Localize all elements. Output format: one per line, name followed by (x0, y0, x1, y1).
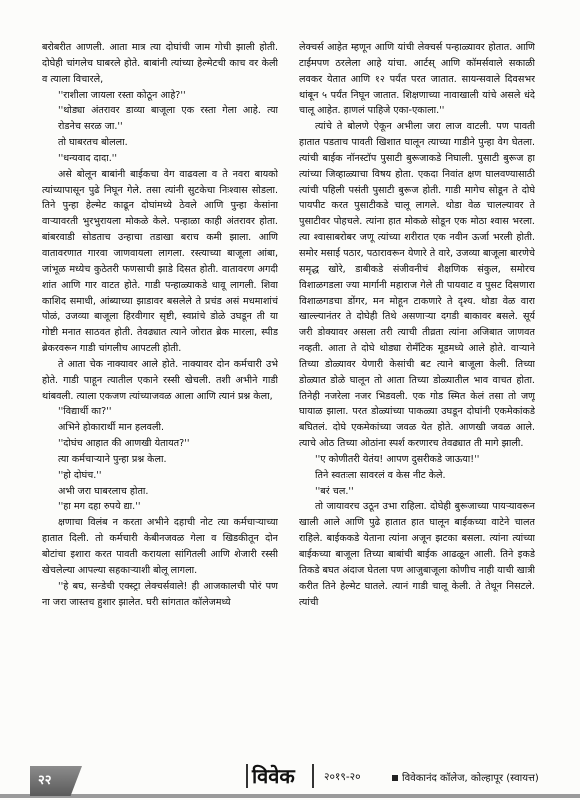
brand-divider-right (312, 764, 314, 788)
paragraph: ''दोघंच आहात की आणखी येतायत?'' (58, 438, 190, 450)
paragraph: ''राशीला जायला रस्ता कोठून आहे?'' (58, 89, 186, 101)
paragraph: तिने स्वतःला सावरलं व केस नीट केले. (315, 469, 446, 481)
paragraph: ''हे बघ, सन्डेची एक्स्ट्रा लेक्चर्सवाले! ही आजकालची पोरं पण ना जरा जास्तच हुशार झालेत. घरी सांगतात कॉलेजमध्ये (42, 580, 278, 608)
paragraph: ''ए कोणीतरी येतंय! आपण दुसरीकडे जाऊया!'' (315, 453, 480, 465)
paragraph: त्यांचे ते बोलणे ऐकून अभीला जरा लाज वाटली. पण पावती हातात पडताच पावती खिशात घालून त्याच्या गाडीने पुन्हा वेग घेतला. त्यांची बाईक नॉनस्टॉप पुसाटी बुरूजाकडे निघाली. पुसाटी बुरूज हा त्यांच्या जिव्हाळ्याचा विषय होता. एकदा निवांत क्षण घालवण्यासाठी त्यांची पहिली पसंती पुसाटी बुरूज होती. गाडी मागेच सोडून ते दोघे पायपीट करत पुसाटीकडे चालू लागले. थोडा वेळ चालल्यावर ते पुसाटीवर पोहचले. त्यांना हात मोकळे सोडून एक मोठा श्वास भरला. त्या श्वासाबरोबर जणू त्यांच्या शरीरात एक नवीन ऊर्जा भरली होती. समोर मसाई पठार, पठारावरून येणारे ते वारे, उजव्या बाजूला बारणेचे समृद्ध खोरे, डाबीकडे संजीवनीचं शैक्षणिक संकुल, समोरच विशाळगडला ज्या मार्गानी महाराज गेले ती पायवाट व पुसट दिसणारा विशाळगडचा डोंगर, मन मोहून टाकणारे ते दृश्य. थोडा वेळ वारा खाल्ल्यानंतर ते दोघेही तिथे असणाऱ्या दगडी बाकावर बसले. सूर्य जरी डोक्यावर असला तरी त्याची तीव्रता त्यांना अजिबात जाणवत नव्हती. आता ते दोघे थोड्या रोमँटिक मूडमध्ये आले होते. वाऱ्याने तिच्या डोळ्यावर येणारी केसांची बट त्याने बाजूला केली. तिच्या डोळ्यात डोळे घालून तो आता तिच्या डोळ्यातील भाव वाचत होता. तिनेही नजरेला नजर भिडवली. एक गोड स्मित केलं तसा तो जणू घायाळ झाला. परत डोळ्यांच्या पाकळ्या उघडून दोघांनी एकमेकांकडे बघितलं. दोघे एकमेकांच्या जवळ येत होते. आणखी जवळ आले. त्याचे ओठ तिच्या ओठांना स्पर्श करणारच तेवढ्यात ती मागे झाली. (299, 121, 535, 450)
magazine-brand: विवेक (252, 764, 295, 788)
paragraph: त्या कर्मचाऱ्याने पुन्हा प्रश्न केला. (58, 453, 167, 465)
college-name-text: विवेकानंद कॉलेज, कोल्हापूर (स्वायत्त) (402, 773, 539, 784)
paragraph: ''बरं चल.'' (315, 485, 354, 497)
footer-rule (0, 794, 580, 798)
brand-divider-left (246, 764, 248, 788)
page-footer (0, 756, 580, 800)
paragraph: ''हो दोघंच.'' (58, 469, 102, 481)
paragraph: ''विद्यार्थी का?'' (58, 406, 112, 418)
paragraph: लेक्चर्स आहेत म्हणून आणि यांची लेक्चर्स पन्हाळ्यावर होतात. आणि टाईमपण ठरलेला आहे यांचा. आर्टस् आणि कॉमर्सवाले सकाळी लवकर येतात आणि १२ पर्यंत परत जातात. सायन्सवाले दिवसभर थांबून ५ पर्यंत निघून जातात. शिक्षणाच्या नावाखाली यांचे असले धंदे चालू आहेत. हाणलं पाहिजे एका-एकाला.'' (299, 42, 535, 117)
paragraph: बरोबरीत आणली. आता मात्र त्या दोघांची जाम गोची झाली होती. दोघेही चांगलेच घाबरले होते. बाबांनी त्यांच्या हेल्मेटची काच वर केली व त्याला विचारले, (42, 42, 278, 85)
square-bullet-icon (392, 775, 398, 781)
paragraph: ''हा मग दहा रुपये द्या.'' (58, 501, 141, 513)
paragraph: ''धन्यवाद दादा.'' (58, 152, 118, 164)
issue-year: २०१९-२० (324, 771, 361, 783)
paragraph: अभी जरा घाबरलाच होता. (58, 485, 149, 497)
paragraph: क्षणाचा विलंब न करता अभीने दहाची नोट त्या कर्मचाऱ्याच्या हातात दिली. तो कर्मचारी केबीनजवळ गेला व खिडकीतून दोन बोटांचा इशारा करत पावती करायला सांगितली आणि शेजारी रस्सी खेचलेल्या आपल्या सहकाऱ्याशी बोलू लागला. (42, 517, 278, 576)
paragraph: ''थोड्या अंतरावर डाव्या बाजूला एक रस्ता गेला आहे. त्या रोडनेच सरळ जा.'' (58, 105, 278, 133)
paragraph: असे बोलून बाबांनी बाईकचा वेग वाढवला व ते नवरा बायको त्यांच्यापासून पुढे निघून गेले. तसा त्यांनी सुटकेचा निःश्वास सोडला. तिने पुन्हा हेल्मेट काढून दोघांमध्ये ठेवले आणि पुन्हा केसांना वाऱ्यावरती भुरभुरायला मोकळे केले. पन्हाळा काही अंतरावर होता. बांबरवाडी सोडताच उन्हाचा तडाखा बराच कमी झाला. आणि वातावरणात गारवा जाणवायला लागला. रस्त्याच्या बाजूला आंबा, जांभूळ मध्येच कुठेतरी फणसाची झाडे दिसत होती. वातावरण अगदी शांत आणि गार वाटत होते. गाडी पन्हाळ्याकडे धावू लागली. शिवा काशिद समाधी, आंब्याच्या झाडावर बसलेले ते प्रचंड असं मधमाशांचं पोळं, उजव्या बाजूला हिरवीगार सृष्टी, स्वप्नांचे डोळे उघडून ती या गोष्टी मनात साठवत होती. तेवढ्यात त्याने जोरात ब्रेक मारला, स्पीड ब्रेकरवरून गाडी चांगलीच आपटली होती. (42, 168, 278, 355)
paragraph: ते आता चेक नाक्यावर आले होते. नाक्यावर दोन कर्मचारी उभे होते. गाडी पाहून त्यातील एकाने रस्सी खेचली. तशी अभीने गाडी थांबवली. त्याला एकजण त्यांच्याजवळ आला आणि त्यानं प्रश्न केला, (42, 358, 278, 402)
page-number: २२ (38, 773, 52, 788)
paragraph: तो घाबरतच बोलला. (58, 137, 128, 149)
left-text-column (42, 40, 278, 752)
paragraph: अभिने होकारार्थी मान हलवली. (58, 422, 165, 434)
college-name (392, 770, 539, 784)
right-text-column (299, 40, 535, 752)
paragraph: तो जायावरच उठून उभा राहिला. दोघेही बुरूजाच्या पायऱ्यावरून खाली आले आणि पुढे हातात हात घालून बाईकच्या वाटेने चालत राहिले. बाईककडे येताना त्यांना अजून झटका बसला. त्यांना त्यांच्या बाईकच्या बाजूला तिच्या बाबांची बाईक आढळून आली. तिने इकडे तिकडे बघत अंदाज घेतला पण आजुबाजूला कोणीच नाही याची खात्री करीत तिने हेल्मेट घातले. त्यानं गाडी चालू केली. ते तेथून निसटले. त्यांची (299, 501, 535, 608)
